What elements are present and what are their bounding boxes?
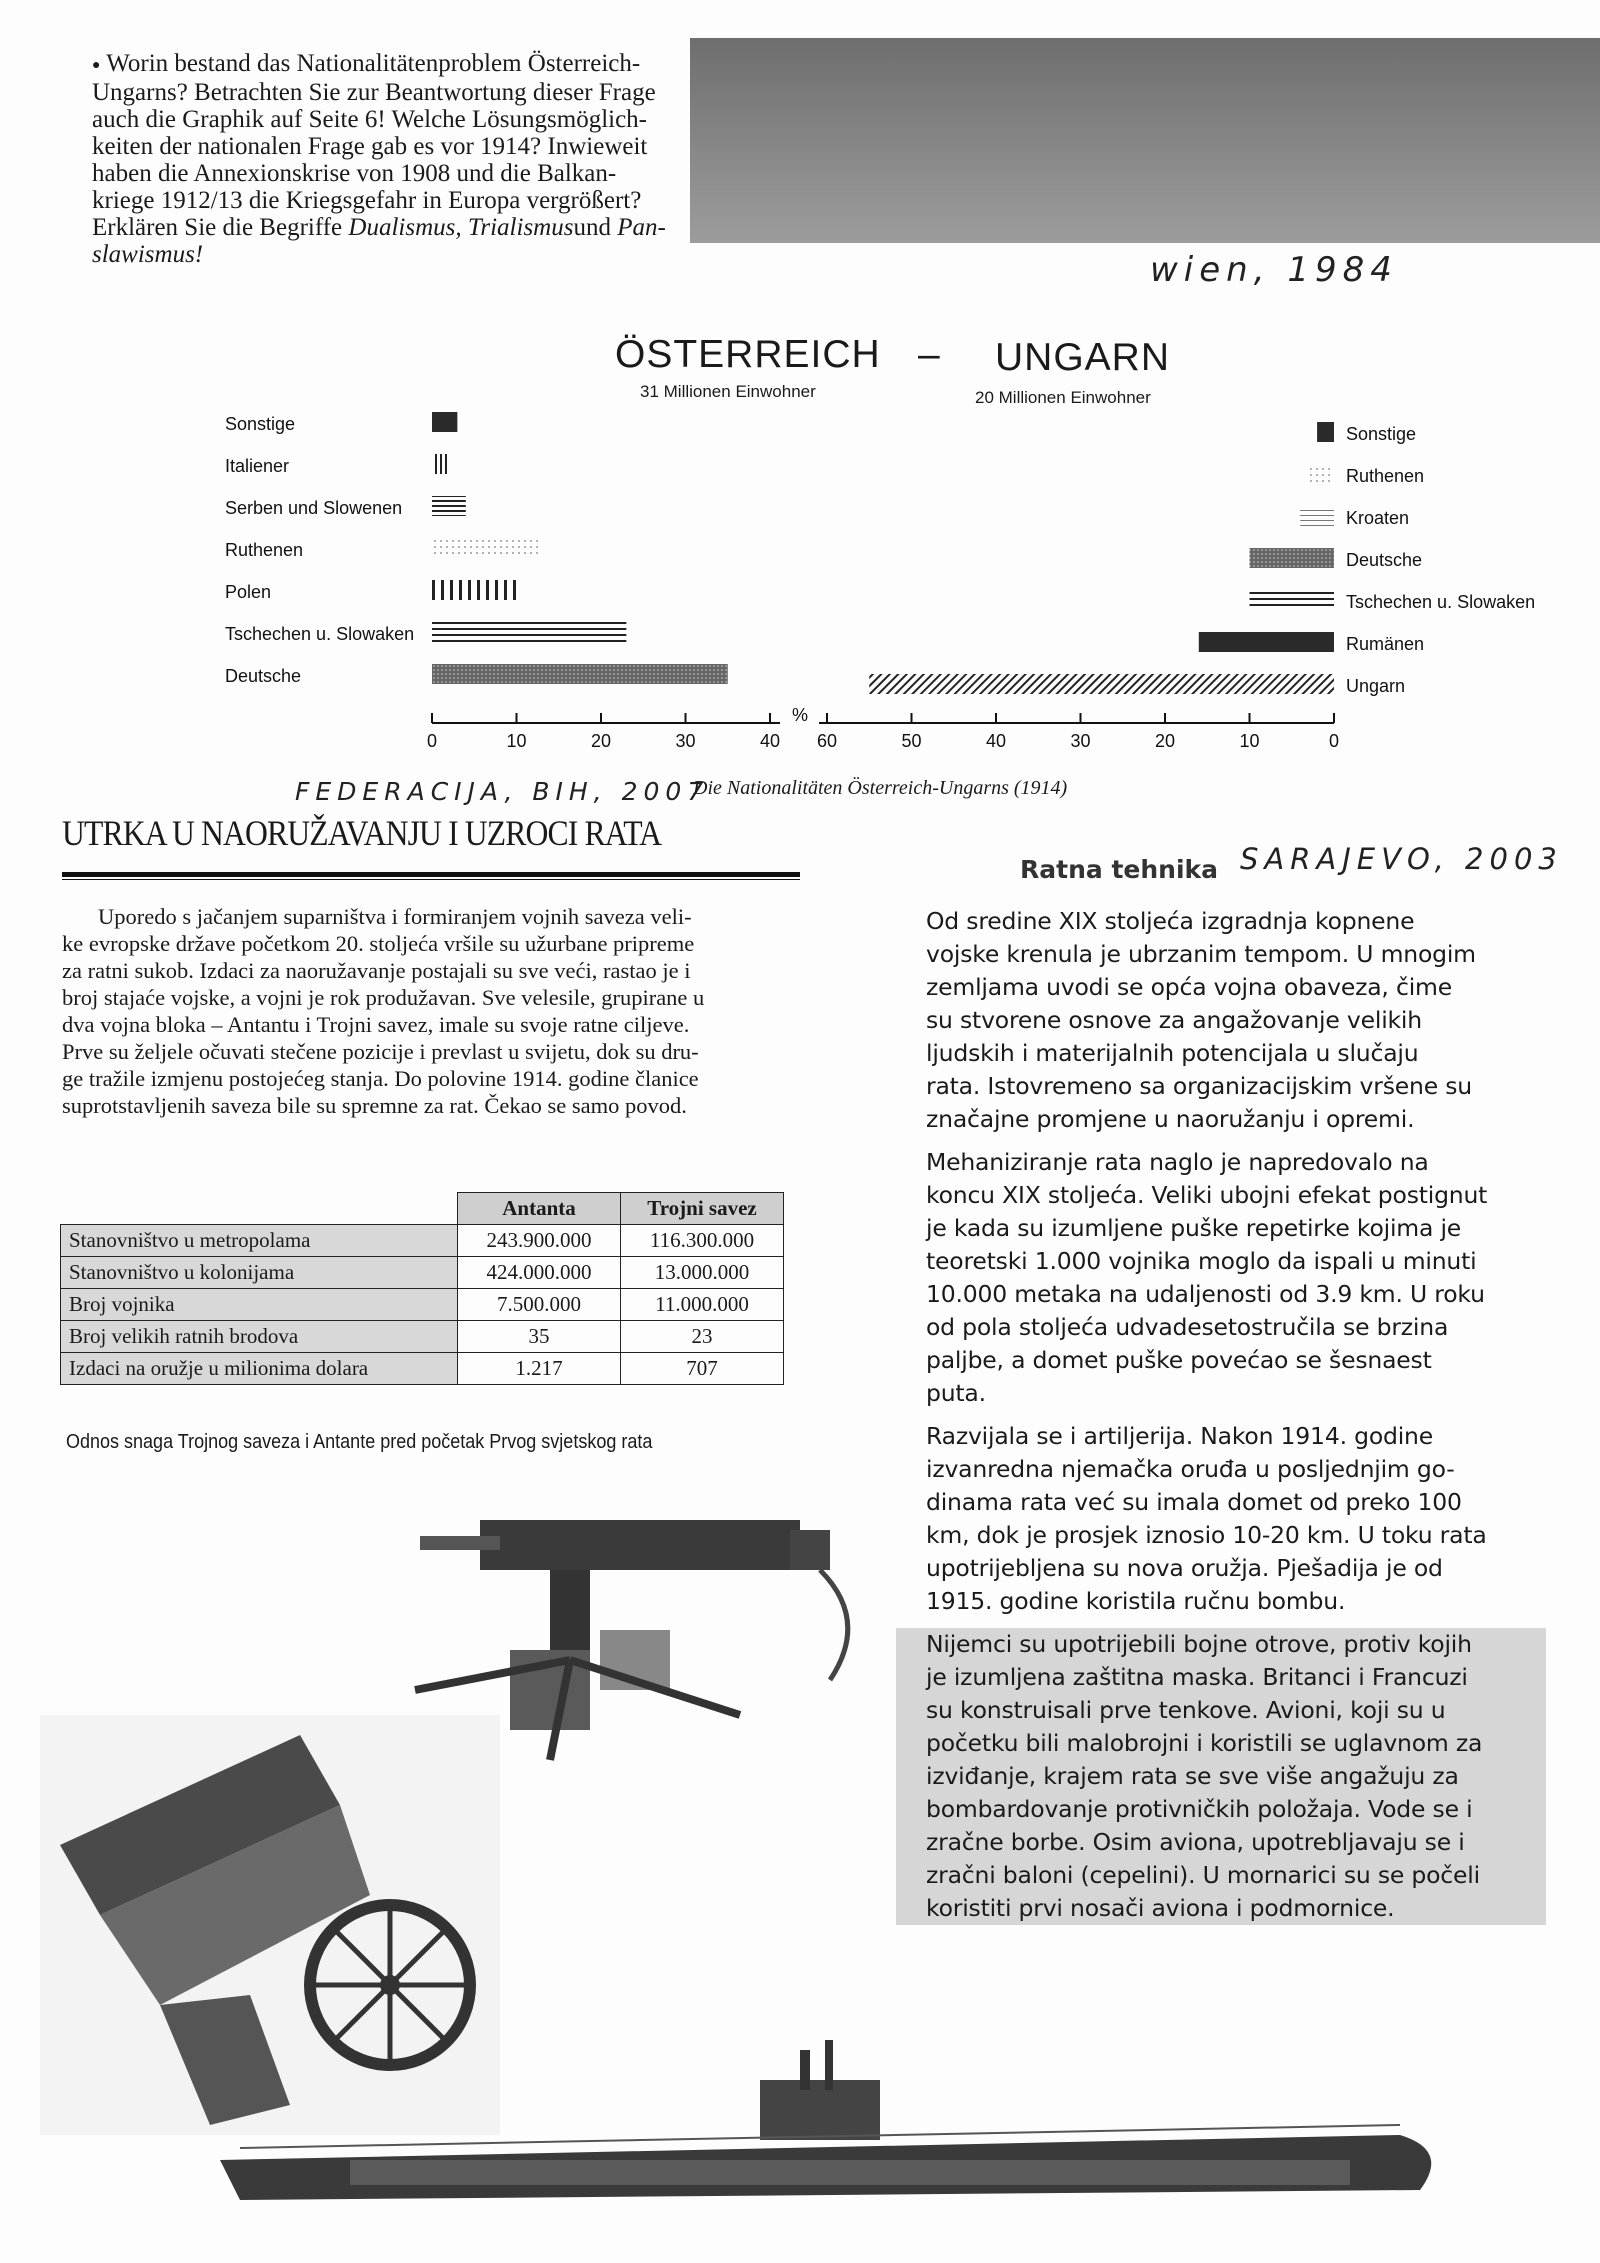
article2-line: Od sredine XIX stoljeća izgradnja kopnene: [926, 907, 1415, 935]
hungary-tick-label: 60: [816, 731, 838, 751]
chart-title-right: UNGARN: [995, 336, 1171, 379]
austria-tick-label: 30: [675, 731, 696, 751]
article2-line: je izumljena zaštitna maska. Britanci i Francuzi: [926, 1663, 1468, 1691]
question-line: haben die Annexionskrise von 1908 und die Balkan-: [92, 159, 617, 187]
table-row: [61, 1257, 784, 1289]
article2-line: zračni baloni (cepelini). U mornarici su se počeli: [926, 1861, 1480, 1889]
hungary-tick-label: 0: [1328, 731, 1340, 751]
article2-line: puta.: [926, 1379, 986, 1407]
austria-tick-label: 40: [759, 731, 781, 751]
article2-line: upotrijebljena su nova oružja. Pješadija je od: [926, 1554, 1443, 1582]
hungary-bar: [1309, 464, 1334, 484]
article1-line: Prve su željele očuvati stečene pozicije i prevlast u svijetu, dok su dru-: [62, 1039, 699, 1064]
article1-line: suprotstavljenih saveza bile su spremne za rat. Čekao se samo povod.: [62, 1093, 687, 1118]
hungary-bar: [869, 674, 1334, 694]
article1-line: Uporedo s jačanjem suparništva i formiranjem vojnih saveza veli-: [98, 904, 692, 929]
article1-line: dva vojna bloka – Antantu i Trojni savez, imale su svoje ratne ciljeve.: [62, 1012, 690, 1037]
article1-headline: UTRKA U NAORUŽAVANJU I UZROCI RATA: [62, 813, 662, 853]
row-label: Broj vojnika: [61, 1289, 458, 1321]
austria-label: Italiener: [225, 456, 290, 476]
question-text: und: [573, 213, 618, 241]
question-term: Dualismus, Trialismus: [348, 213, 574, 241]
antanta-value: 7.500.000: [458, 1289, 621, 1321]
question-line: Ungarns? Betrachten Sie zur Beantwortung dieser Frage: [92, 78, 656, 106]
question-line: [92, 241, 692, 268]
hungary-tick-label: 50: [901, 731, 922, 751]
hungary-label: Tschechen u. Slowaken: [1346, 592, 1536, 612]
article2-line: rata. Istovremeno sa organizacijskim vršene su: [926, 1072, 1472, 1100]
chart-title-left: ÖSTERREICH: [615, 333, 881, 376]
table-header-antanta: Antanta: [458, 1193, 621, 1225]
article2-line: od pola stoljeća udvadesetostručila se brzina: [926, 1313, 1449, 1341]
table-row: [61, 1289, 784, 1321]
article2-line: Mehaniziranje rata naglo je napredovalo na: [926, 1148, 1429, 1176]
article2-line: km, dok je prosjek iznosio 10-20 km. U toku rata: [926, 1521, 1487, 1549]
chart-title-dash: –: [918, 333, 941, 376]
article2-line: ljudskih i materijalnih potencijala u slučaju: [926, 1039, 1419, 1067]
hungary-tick-label: 30: [1070, 731, 1091, 751]
question-line: Worin bestand das Nationalitätenproblem Österreich-: [106, 50, 641, 77]
austria-bar: [432, 412, 457, 432]
antanta-value: 243.900.000: [458, 1225, 621, 1257]
article2-line: Razvijala se i artiljerija. Nakon 1914. godine: [926, 1422, 1433, 1450]
article2-line: bombardovanje protivničkih položaja. Vode se i: [926, 1795, 1473, 1823]
austria-bar: [432, 622, 626, 642]
question-line: auch die Graphik auf Seite 6! Welche Lösungsmöglich-: [92, 105, 648, 133]
question-term: Pan-: [617, 213, 666, 241]
article2-line: izviđanje, krajem rata se sve više angažuju za: [926, 1762, 1459, 1790]
chart-axes: [427, 705, 1339, 751]
article2-paragraph: [926, 1420, 1546, 1618]
unit-label: %: [791, 705, 809, 725]
austria-label: Serben und Slowenen: [225, 498, 403, 518]
austria-label: Sonstige: [225, 414, 296, 434]
handwritten-sarajevo: SARAJEVO, 2003: [1240, 842, 1563, 876]
article2-line: su konstruisali prve tenkove. Avioni, koji su u: [926, 1696, 1446, 1724]
forces-table: [60, 1192, 784, 1385]
austria-label: Ruthenen: [225, 540, 304, 560]
article2-line: izvanredna njemačka oruđa u posljednjim go-: [926, 1455, 1455, 1483]
austria-label: Tschechen u. Slowaken: [225, 624, 415, 644]
bullet-icon: ●: [92, 57, 101, 73]
trojni-value: 116.300.000: [621, 1225, 784, 1257]
article2-line: teoretski 1.000 vojnika moglo da ispali u minuti: [926, 1247, 1477, 1275]
question-box: [92, 50, 692, 268]
hungary-bar: [1199, 632, 1334, 652]
austria-label: Deutsche: [225, 666, 302, 686]
question-line: [92, 214, 692, 241]
chart-subtitle-right: 20 Millionen Einwohner: [975, 388, 1151, 407]
row-label: Izdaci na oružje u milionima dolara: [61, 1353, 458, 1385]
chart-subtitle-left: 31 Millionen Einwohner: [640, 382, 816, 401]
trojni-value: 13.000.000: [621, 1257, 784, 1289]
article2-line: je kada su izumljene puške repetirke kojima je: [926, 1214, 1462, 1242]
hungary-bar: [1250, 590, 1335, 610]
article2-line: 10.000 metaka na udaljenosti od 3.9 km. U roku: [926, 1280, 1485, 1308]
question-term: slawismus!: [92, 240, 204, 268]
hungary-label: Deutsche: [1346, 550, 1423, 570]
table-header-trojni: Trojni savez: [621, 1193, 784, 1225]
trojni-value: 707: [621, 1353, 784, 1385]
hungary-label: Ungarn: [1346, 676, 1406, 696]
austria-bar: [432, 496, 466, 516]
submarine-image: [200, 2040, 1480, 2240]
trojni-value: 23: [621, 1321, 784, 1353]
table-caption: Odnos snaga Trojnog saveza i Antante pred početak Prvog svjetskog rata: [66, 1431, 653, 1453]
nationalities-chart: [0, 400, 1600, 780]
hungary-label: Rumänen: [1346, 634, 1425, 654]
austria-bar: [432, 538, 542, 558]
austria-tick-label: 10: [506, 731, 527, 751]
austria-label: Polen: [225, 582, 272, 602]
hungary-tick-label: 20: [1154, 731, 1176, 751]
article1-line: ke evropske države početkom 20. stoljeća vršile su užurbane pripreme: [62, 931, 695, 956]
hungary-label: Sonstige: [1346, 424, 1417, 444]
headline-rule: [62, 872, 800, 877]
question-text: Erklären Sie die Begriffe: [92, 213, 349, 241]
antanta-value: 1.217: [458, 1353, 621, 1385]
austria-tick-label: 20: [590, 731, 612, 751]
article2-line: vojske krenula je ubrzanim tempom. U mnogim: [926, 940, 1476, 968]
table-corner: [61, 1193, 458, 1225]
table-row: [61, 1353, 784, 1385]
hungary-bar: [1300, 506, 1334, 526]
austria-bar: [432, 454, 449, 474]
article2-title: Ratna tehnika: [1020, 855, 1219, 884]
article2-line: početku bili malobrojni i koristili se uglavnom za: [926, 1729, 1483, 1757]
article2-line: 1915. godine koristila ručnu bombu.: [926, 1587, 1346, 1615]
article2-line: zemljama uvodi se opća vojna obaveza, čime: [926, 973, 1452, 1001]
article2-line: koncu XIX stoljeća. Veliki ubojni efekat postignut: [926, 1181, 1488, 1209]
austria-bar: [432, 580, 517, 600]
trojni-value: 11.000.000: [621, 1289, 784, 1321]
table-header-row: [61, 1193, 784, 1225]
article2-line: su stvorene osnove za angažovanje velikih: [926, 1006, 1422, 1034]
austria-bar: [432, 664, 728, 684]
hungary-tick-label: 10: [1239, 731, 1260, 751]
hungary-tick-label: 40: [985, 731, 1007, 751]
scan-gray-band: [690, 38, 1600, 243]
article2-line: dinama rata već su imala domet od preko 100: [926, 1488, 1462, 1516]
article2-line: značajne promjene u naoružanju i opremi.: [926, 1105, 1415, 1133]
article2-body: [926, 905, 1546, 1935]
article2-paragraph: [926, 1146, 1546, 1410]
headline-rule-thin: [62, 879, 800, 880]
antanta-value: 424.000.000: [458, 1257, 621, 1289]
hungary-label: Kroaten: [1346, 508, 1410, 528]
table-row: [61, 1225, 784, 1257]
article1-line: ge tražile izmjenu postojećeg stanja. Do polovine 1914. godine članice: [62, 1066, 699, 1091]
article2-line: koristiti prvi nosači aviona i podmornice.: [926, 1894, 1395, 1922]
row-label: Stanovništvo u kolonijama: [61, 1257, 458, 1289]
austria-tick-label: 0: [426, 731, 438, 751]
article1-line: broj stajaće vojske, a vojni je rok produžavan. Sve velesile, grupirane u: [62, 985, 705, 1010]
article1-body: [62, 903, 798, 1119]
hungary-bar: [1317, 422, 1334, 442]
hungary-bar: [1250, 548, 1335, 568]
question-line: kriege 1912/13 die Kriegsgefahr in Europa vergrößert?: [92, 186, 642, 214]
table-row: [61, 1321, 784, 1353]
article2-line: Nijemci su upotrijebili bojne otrove, protiv kojih: [926, 1630, 1472, 1658]
handwritten-wien: wien, 1984: [1150, 250, 1398, 290]
hungary-label: Ruthenen: [1346, 466, 1425, 486]
row-label: Stanovništvo u metropolama: [61, 1225, 458, 1257]
article2-paragraph: [896, 1628, 1546, 1925]
antanta-value: 35: [458, 1321, 621, 1353]
article1-line: za ratni sukob. Izdaci za naoružavanje postajali su sve veći, rastao je i: [62, 958, 691, 983]
article2-paragraph: [926, 905, 1546, 1136]
austria-bars: [225, 412, 728, 686]
article2-line: zračne borbe. Osim aviona, upotrebljavaju se i: [926, 1828, 1465, 1856]
hungary-bars: [869, 422, 1535, 696]
row-label: Broj velikih ratnih brodova: [61, 1321, 458, 1353]
article2-line: paljbe, a domet puške povećao se šesnaest: [926, 1346, 1432, 1374]
chart-caption: Die Nationalitäten Österreich-Ungarns (1914): [693, 777, 1068, 799]
handwritten-federacija: FEDERACIJA, BIH, 2007: [295, 777, 710, 806]
question-line: keiten der nationalen Frage gab es vor 1914? Inwieweit: [92, 132, 648, 160]
